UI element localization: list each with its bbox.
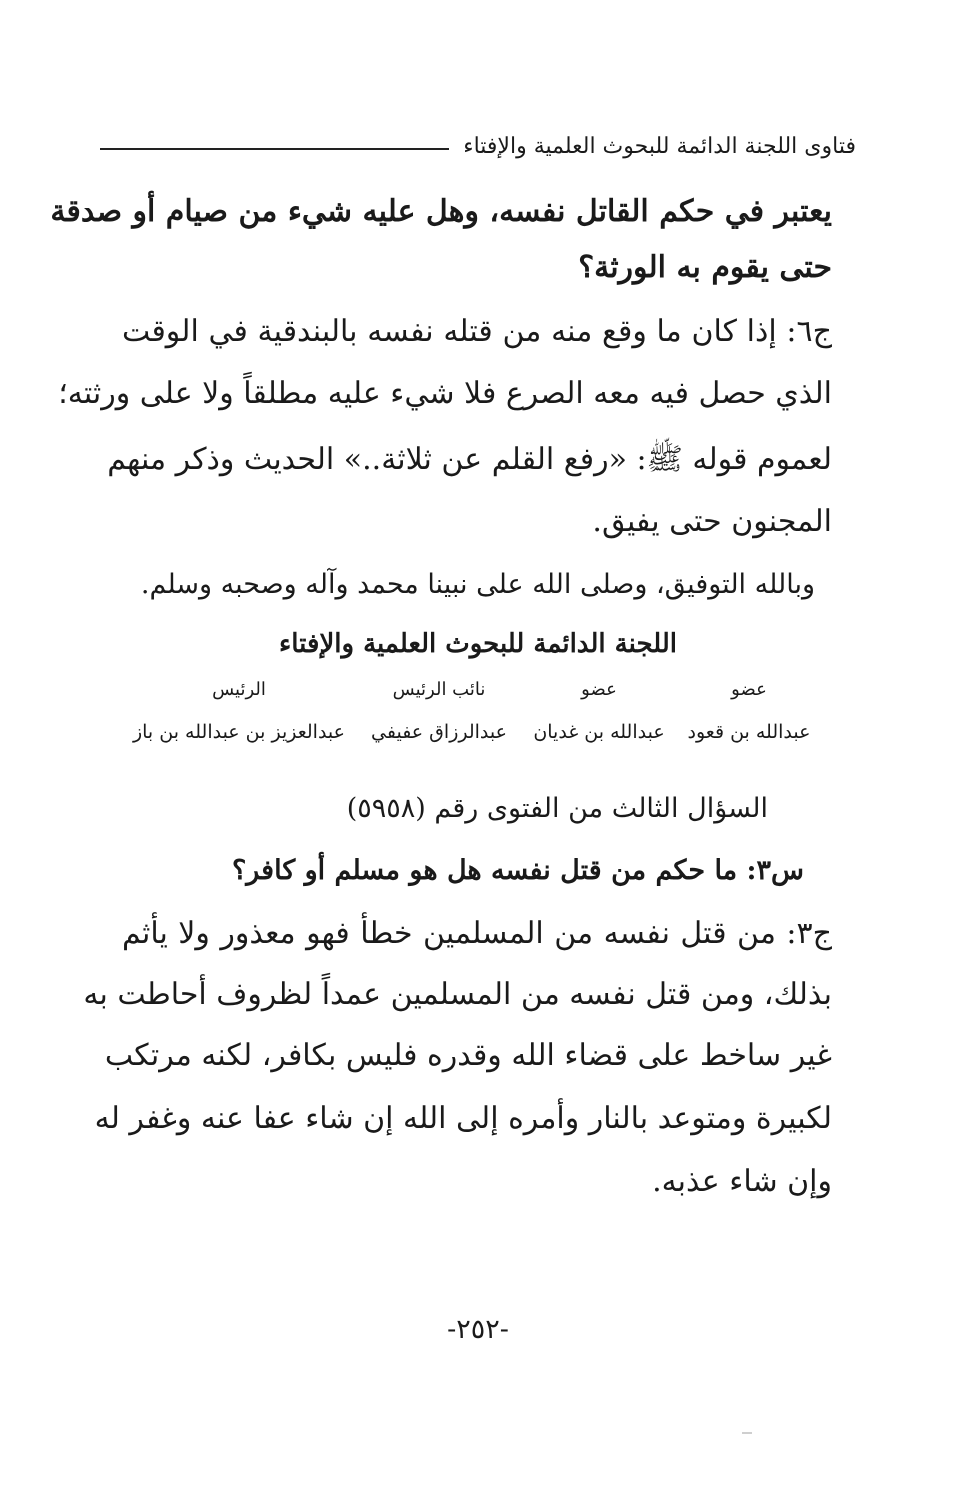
fatwa-question-intro: السؤال الثالث من الفتوى رقم (٥٩٥٨) [346, 793, 768, 824]
header-title: فتاوى اللجنة الدائمة للبحوث العلمية والإفتاء [463, 133, 856, 159]
page-number: -٢٥٢- [447, 1314, 509, 1345]
answer6-line-2: الذي حصل فيه معه الصرع فلا شيء عليه مطلقاً ولا على ورثته؛ [58, 376, 832, 411]
committee-title: اللجنة الدائمة للبحوث العلمية والإفتاء [279, 629, 677, 659]
role-member-1: عضو [731, 679, 767, 700]
answer6-line-3: لعموم قوله ﷺ: «رفع القلم عن ثلاثة..» الحديث وذكر منهم [107, 442, 832, 477]
question-line-1: يعتبر في حكم القاتل نفسه، وهل عليه شيء من صيام أو صدقة [50, 194, 832, 229]
answer3-line-1: ج٣: من قتل نفسه من المسلمين خطأ فهو معذور ولا يأثم [122, 916, 832, 951]
role-president: الرئيس [212, 679, 266, 700]
answer6-line-4: المجنون حتى يفيق. [592, 504, 832, 539]
committee-roles [124, 676, 824, 704]
answer3-line-5: وإن شاء عذبه. [652, 1164, 832, 1199]
fatwa-question-3: س٣: ما حكم من قتل نفسه هل هو مسلم أو كافر؟ [231, 855, 804, 886]
header-rule [100, 148, 449, 150]
answer3-line-3: غير ساخط على قضاء الله وقدره فليس بكافر، لكنه مرتكب [104, 1038, 832, 1073]
answer3-line-2: بذلك، ومن قتل نفسه من المسلمين عمداً لظروف أحاطت به [83, 977, 832, 1012]
role-member-2: عضو [581, 679, 617, 700]
role-vice-president: نائب الرئيس [392, 679, 486, 700]
answer3-line-4: لكبيرة ومتوعد بالنار وأمره إلى الله إن شاء عفا عنه وغفر له [94, 1101, 832, 1136]
answer6-line-1: ج٦: إذا كان ما وقع منه من قتله نفسه بالبندقية في الوقت [122, 314, 832, 349]
name-member-2: عبدالله بن غديان [533, 721, 665, 743]
name-vice-president: عبدالرزاق عفيفي [371, 721, 507, 743]
name-member-1: عبدالله بن قعود [687, 721, 811, 743]
closing-line: وبالله التوفيق، وصلى الله على نبينا محمد وآله وصحبه وسلم. [140, 569, 816, 600]
scan-mark [742, 1432, 752, 1434]
committee-names [124, 718, 824, 746]
name-president: عبدالعزيز بن عبدالله بن باز [132, 721, 346, 743]
question-line-2: حتى يقوم به الورثة؟ [578, 250, 832, 285]
running-header [100, 128, 856, 164]
